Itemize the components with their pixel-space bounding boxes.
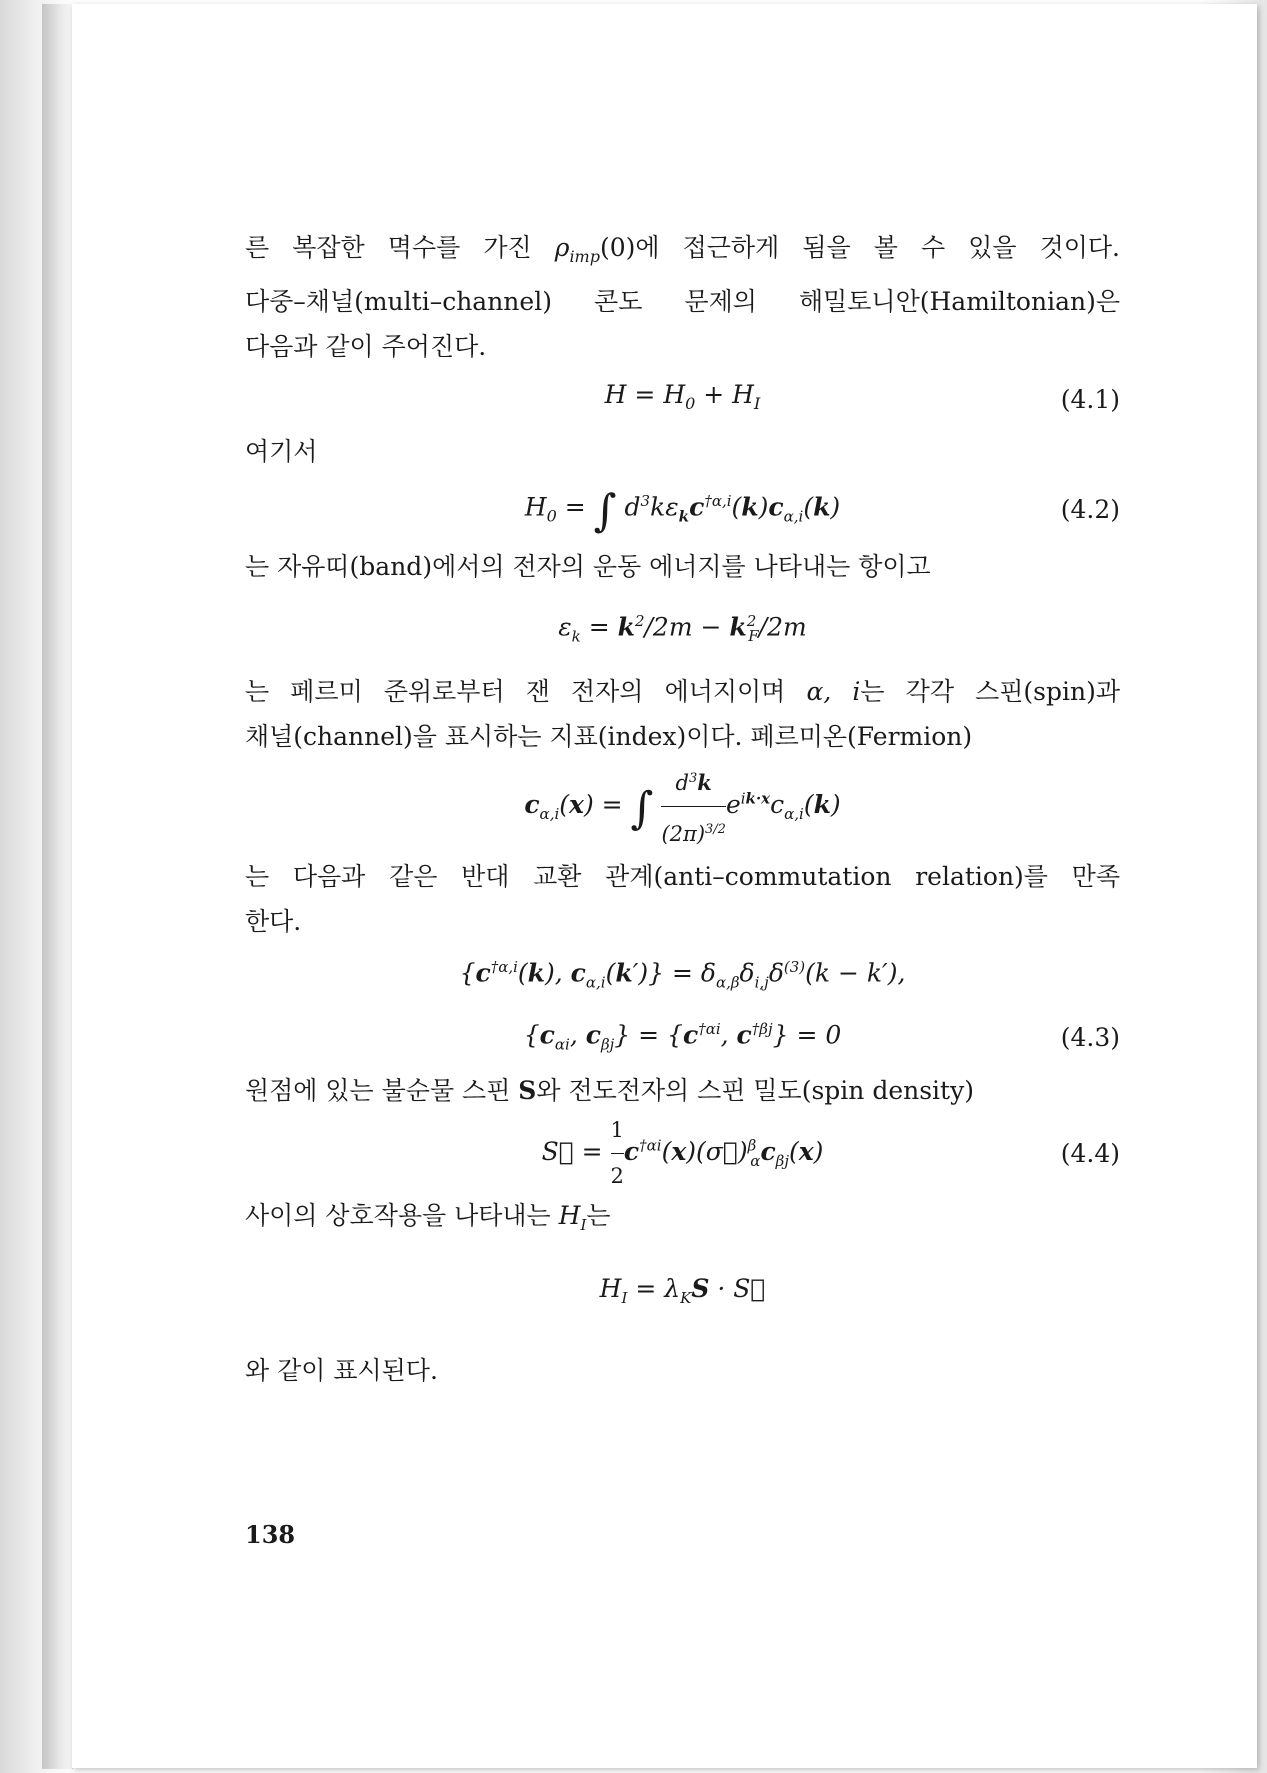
- equation-cx: [245, 759, 1120, 854]
- line-11-text: 사이의 상호작용을 나타내는 $H_I$는: [245, 1201, 611, 1234]
- equation-4-1: [245, 369, 1120, 429]
- text-line-7: 채널(channel)을 표시하는 지표(index)이다. 페르미온(Fermion): [245, 722, 973, 751]
- equation-4-4-number: (4.4): [1060, 1138, 1120, 1168]
- equation-4-2-number: (4.2): [1060, 494, 1120, 524]
- equation-hi-body: $H_I = \lambda_KS$ · S⃗: [599, 1273, 766, 1307]
- equation-anticomm-1: [245, 944, 1120, 1006]
- equation-4-3-number: (4.3): [1060, 1022, 1120, 1052]
- text-line-3: 다음과 같이 주어진다.: [245, 332, 487, 361]
- text-line-6: [245, 669, 1120, 714]
- page-number: 138: [245, 1520, 296, 1549]
- equation-4-1-body: $H = H_0 + H_I$: [604, 380, 761, 413]
- equation-epsilon-body: $\varepsilon_k = k^2/2m - k^2_F/2m$: [558, 611, 807, 646]
- book-spine: [42, 4, 73, 1769]
- equation-epsilon: [245, 589, 1120, 669]
- equation-anticomm-1-body: {$c^{\dagger\alpha,i}(k)$, $c_{\alpha,i}(k')\} = \delta_{\alpha,\beta}\delta_{i,j}\delta^{(3)}(k - k')$,: [459, 957, 906, 992]
- page-content: [245, 225, 1120, 1393]
- equation-hi: [245, 1248, 1120, 1338]
- line-1-text: 른 복잡한 멱수를 가진 $\rho_{imp}(0)$에 접근하게 됨을 볼 수 있을 것이다.: [245, 233, 1120, 266]
- text-line-9: 한다.: [245, 907, 302, 936]
- line-10-text: 원점에 있는 불순물 스핀 S와 전도전자의 스핀 밀도(spin density): [245, 1076, 974, 1105]
- text-line-1: [245, 225, 1120, 279]
- equation-4-4-body: S⃗ = $\frac{1}{2}$ $c^{\dagger\alpha i}(x)(\sigma⃗)^\beta_\alpha c_{\beta j}(x)$: [542, 1108, 824, 1199]
- text-line-2: 다중–채널(multi–channel) 콘도 문제의 해밀토니안(Hamiltonian)은: [245, 287, 1120, 316]
- text-line-4: 여기서: [245, 437, 318, 466]
- text-line-8: 는 다음과 같은 반대 교환 관계(anti–commutation relation)를 만족: [245, 862, 1120, 891]
- text-line-11: [245, 1193, 1120, 1248]
- equation-4-3-body: {$c_{\alpha i}$, $c_{\beta j}\} = \{c^{\dagger\alpha i}$, $c^{\dagger\beta j}\} = 0$: [523, 1019, 842, 1054]
- equation-4-4: [245, 1113, 1120, 1193]
- equation-4-2-body: $H_0$ = ∫ $d^3k\varepsilon_kc^{\dagger\alpha,i}(k)c_{\alpha,i}(k)$: [524, 485, 841, 537]
- text-line-10: [245, 1068, 1120, 1113]
- text-line-12: 와 같이 표시된다.: [245, 1356, 438, 1385]
- line-6-text: 는 페르미 준위로부터 잰 전자의 에너지이며 α, i는 각각 스핀(spin)과: [245, 677, 1120, 706]
- equation-4-1-number: (4.1): [1060, 384, 1120, 414]
- equation-4-2: [245, 474, 1120, 544]
- text-line-5: 는 자유띠(band)에서의 전자의 운동 에너지를 나타내는 항이고: [245, 552, 931, 581]
- equation-4-3: [245, 1006, 1120, 1068]
- equation-cx-body: $c_{\alpha,i}(x)$ = ∫ $\frac{d^3k}{(2\pi)^{3/2}}$ $e^{ik\cdot x}c_{\alpha,i}(k)$: [524, 756, 840, 857]
